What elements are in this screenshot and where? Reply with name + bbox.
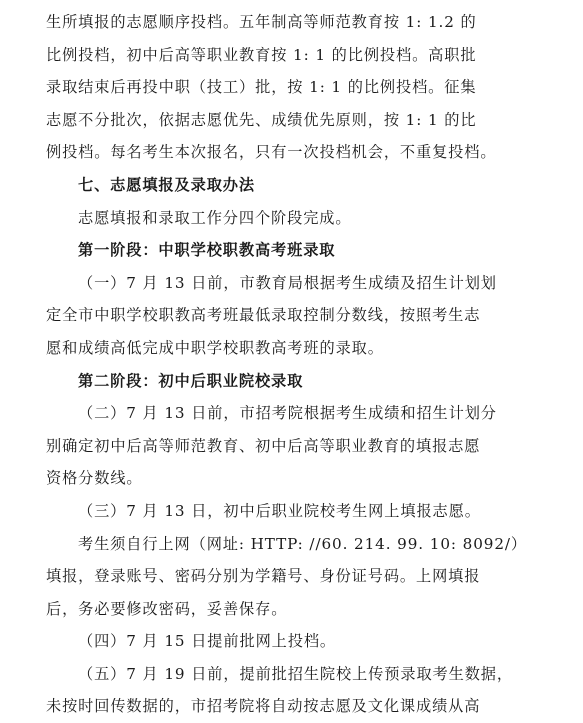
text-line-19: 后，务必要修改密码，妥善保存。 [46, 599, 288, 618]
website-instruction-line: 考生须自行上网（网址: HTTP: //60. 214. 99. 10: 8092/） [78, 534, 527, 553]
stage-one-heading: 第一阶段：中职学校职教高考班录取 [78, 241, 336, 260]
text-line-20: （四）7 月 15 日提前批网上投档。 [78, 632, 337, 651]
text-line-16: （三）7 月 13 日，初中后职业院校考生网上填报志愿。 [78, 501, 481, 520]
text-line-3: 录取结束后再投中职（技工）批，按 1: 1 的比例投档。征集 [46, 78, 477, 97]
text-line-9: （一）7 月 13 日前，市教育局根据考生成绩及招生计划划 [78, 273, 497, 292]
text-line-18: 填报，登录账号、密码分别为学籍号、身份证号码。上网填报 [46, 567, 481, 586]
text-line-14: 别确定初中后高等师范教育、初中后高等职业教育的填报志愿 [46, 436, 481, 455]
text-line-15: 资格分数线。 [46, 469, 143, 488]
text-line-10: 定全市中职学校职教高考班最低录取控制分数线，按照考生志 [46, 306, 481, 325]
text-line-4: 志愿不分批次，依据志愿优先、成绩优先原则，按 1: 1 的比 [46, 110, 477, 129]
text-line-13: （二）7 月 13 日前，市招考院根据考生成绩和招生计划分 [78, 404, 497, 423]
text-line-7: 志愿填报和录取工作分四个阶段完成。 [78, 208, 352, 227]
text-line-21: （五）7 月 19 日前，提前批招生院校上传预录取考生数据， [78, 664, 513, 683]
text-line-11: 愿和成绩高低完成中职学校职教高考班的录取。 [46, 338, 384, 357]
section-heading: 七、志愿填报及录取办法 [78, 175, 255, 194]
text-line-5: 例投档。每名考生本次报名，只有一次投档机会，不重复投档。 [46, 143, 497, 162]
text-line-1: 生所填报的志愿顺序投档。五年制高等师范教育按 1: 1.2 的 [46, 13, 477, 31]
text-line-2: 比例投档，初中后高等职业教育按 1: 1 的比例投档。高职批 [46, 45, 477, 64]
text-line-22: 未按时回传数据的，市招考院将自动按志愿及文化课成绩从高 [46, 697, 481, 716]
stage-two-heading: 第二阶段：初中后职业院校录取 [78, 371, 304, 390]
